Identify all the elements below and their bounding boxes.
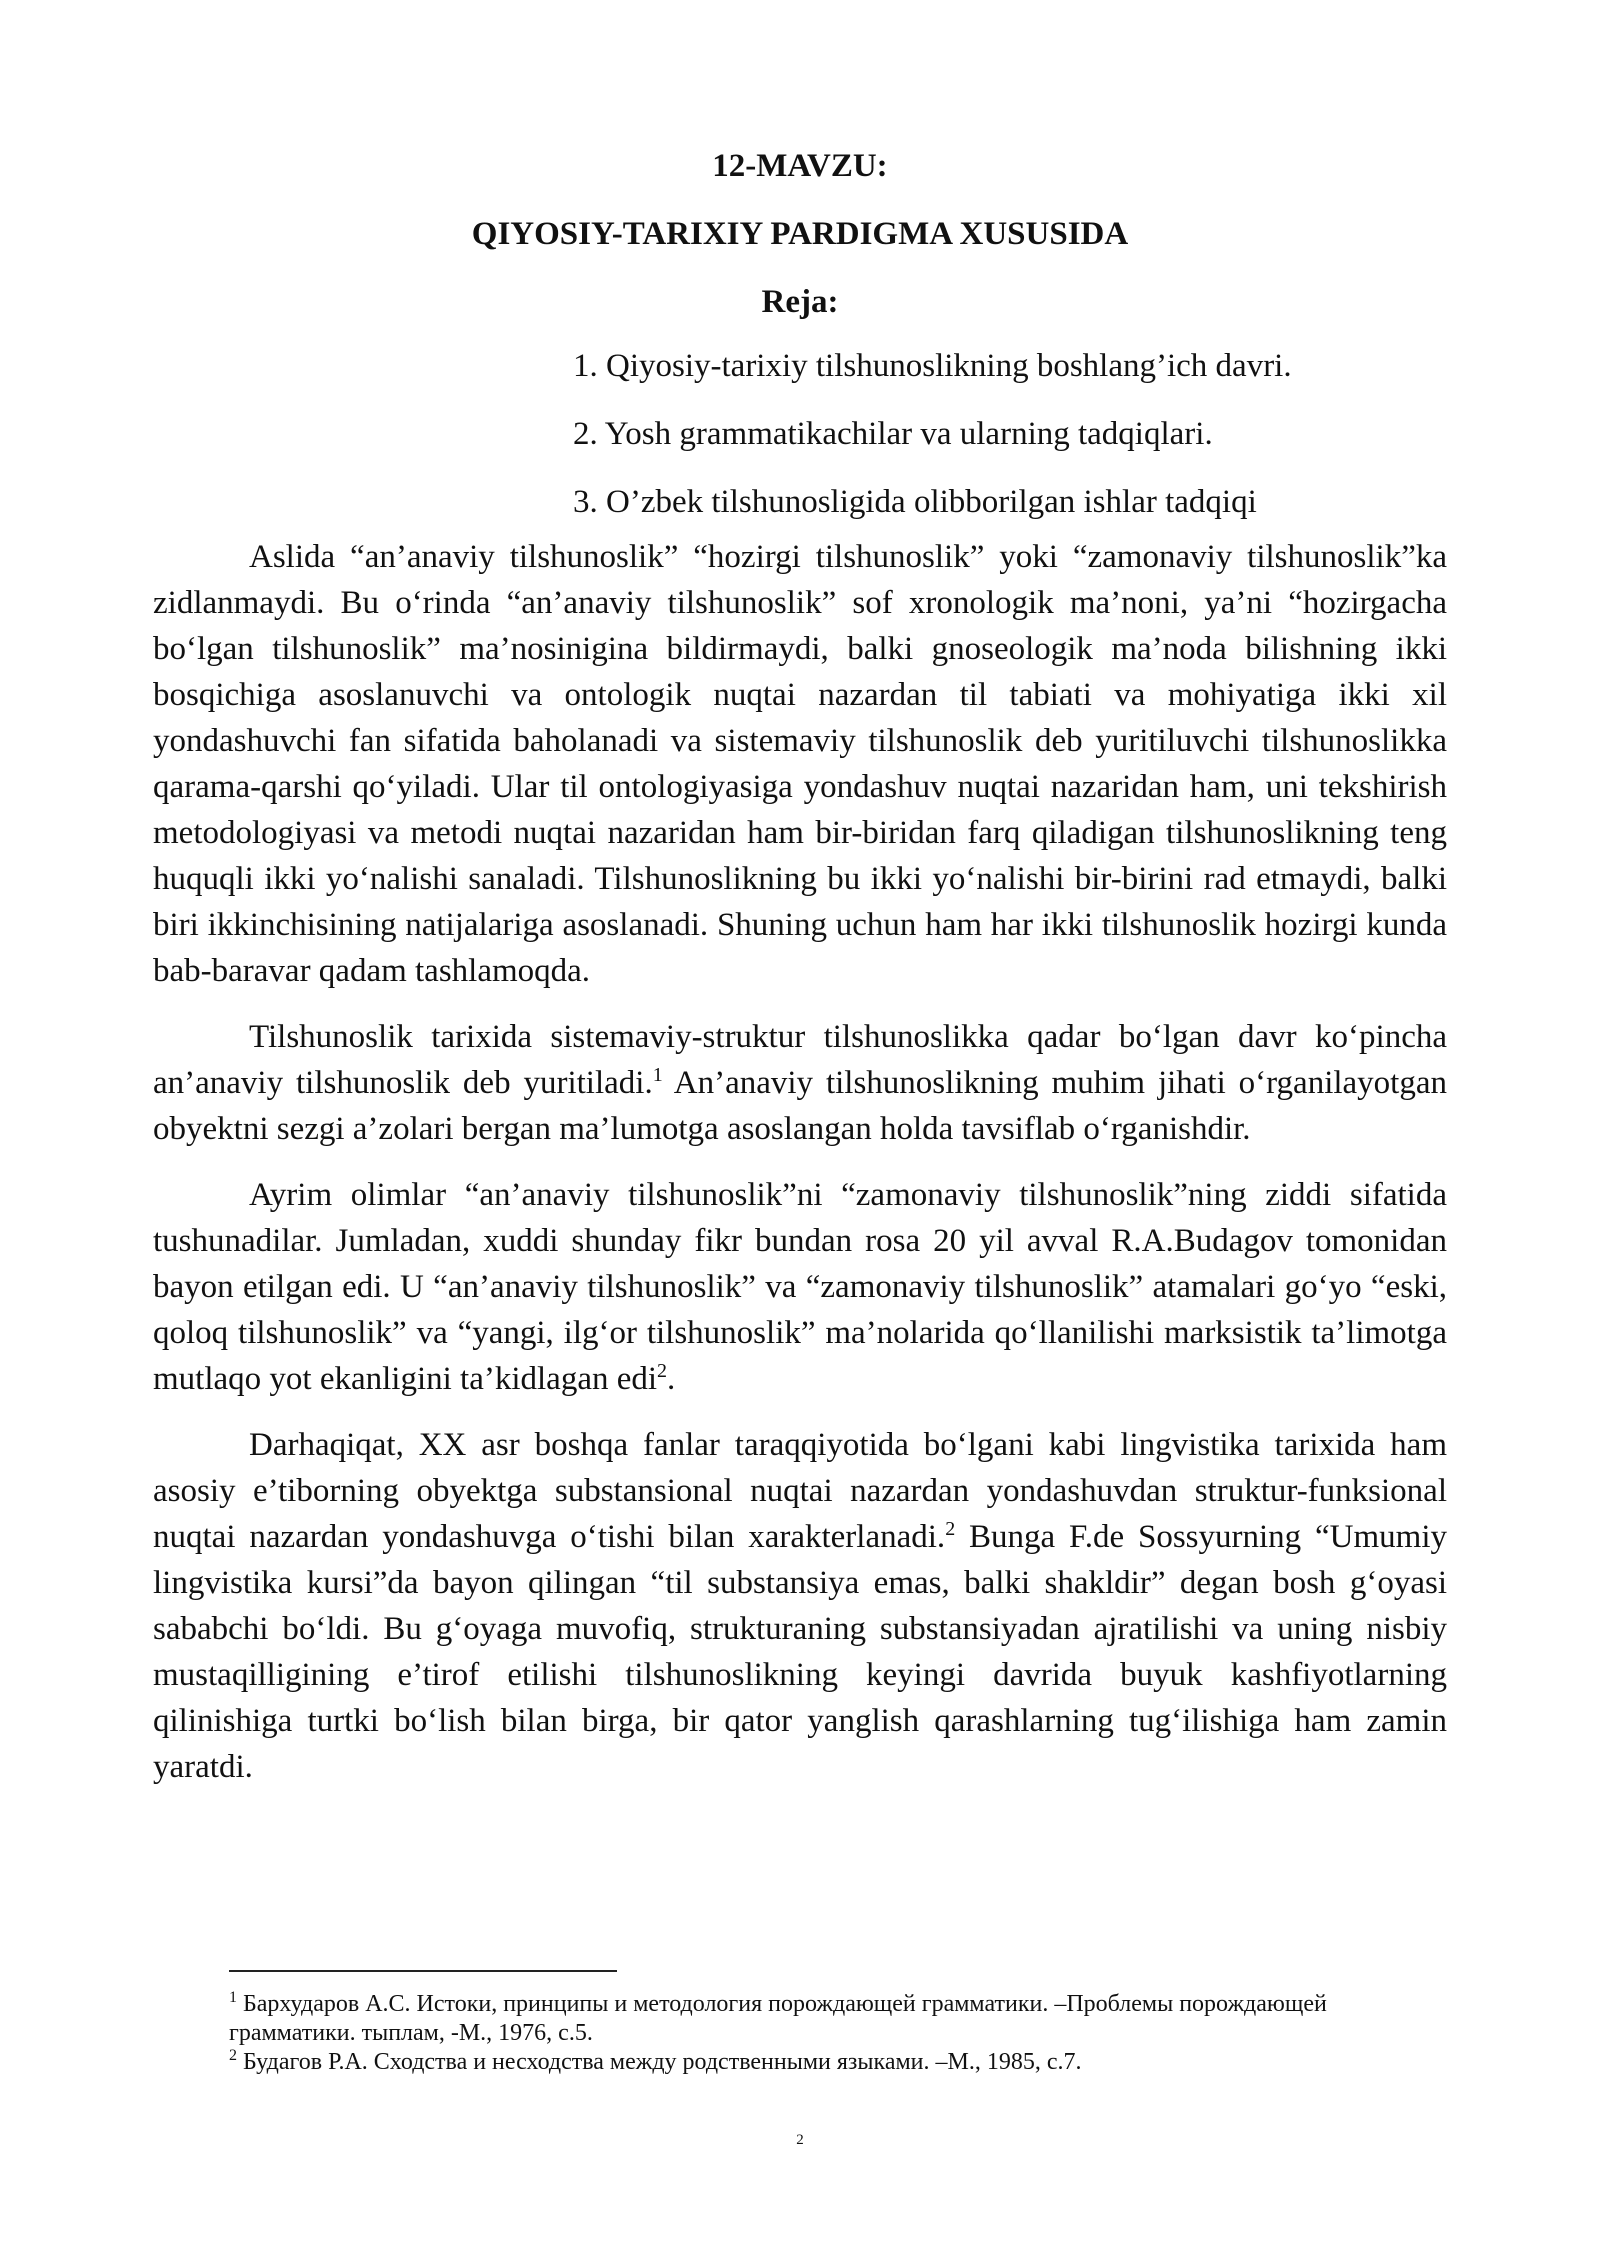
footnotes <box>229 1970 1459 2077</box>
paragraph-3 <box>153 1172 1447 1402</box>
footnote-ref: 2 <box>657 1359 668 1382</box>
paragraph-text: Darhaqiqat, XX asr boshqa fanlar taraqqiyotida bo‘lgani kabi lingvistika tarixida ham asosiy e’tiborning obyektga substansional nuqtai nazardan yondashuvdan struktur-funksional nuqtai nazardan yondashuvga o‘tishi bilan xarakterlanadi. <box>153 1426 1447 1555</box>
paragraph-1: Aslida “an’anaviy tilshunoslik” “hozirgi tilshunoslik” yoki “zamonaviy tilshunoslik”ka zidlanmaydi. Bu o‘rinda “an’anaviy tilshunoslik” sof xronologik ma’noni, ya’ni “hozirgacha bo‘lgan tilshunoslik” ma’nosinigina bildirmaydi, balki gnoseologik ma’noda bilishning ikki bosqichiga asoslanuvchi va ontologik nuqtai nazardan til tabiati va mohiyatiga ikki xil yondashuvchi fan sifatida baholanadi va sistemaviy tilshunoslik deb yuritiluvchi tilshunoslikka qarama-qarshi qo‘yiladi. Ular til ontologiyasiga yondashuv nuqtai nazaridan ham, uni tekshirish metodologiyasi va metodi nuqtai nazaridan ham bir-biridan farq qiladigan tilshunoslikning teng huquqli ikki yo‘nalishi sanaladi. Tilshunoslikning bu ikki yo‘nalishi bir-birini rad etmaydi, balki biri ikkinchisining natijalariga asoslanadi. Shuning uchun ham har ikki tilshunoslik hozirgi kunda bab-baravar qadam tashlamoqda. <box>153 538 1447 989</box>
page-content <box>153 148 1447 1810</box>
footnote-text: Бархударов А.С. Истоки, принципы и методология порождающей грамматики. –Проблемы порождающей грамматики. тыплам, -М., 1976, с.5. <box>229 1991 1327 2046</box>
plan-item: 2. Yosh grammatikachilar va ularning tadqiqlari. <box>573 415 1213 452</box>
paragraph-2 <box>153 1014 1447 1152</box>
paragraph-4 <box>153 1422 1447 1790</box>
footnote-2 <box>229 2048 1459 2077</box>
paragraph-text: Ayrim olimlar “an’anaviy tilshunoslik”ni “zamonaviy tilshunoslik”ning ziddi sifatida tushunadilar. Jumladan, xuddi shunday fikr bundan rosa 20 yil avval R.A.Budagov tomonidan bayon etilgan edi. U “an’anaviy tilshunoslik” va “zamonaviy tilshunoslik” atamalari go‘yo “eski, qoloq tilshunoslik” va “yangi, ilg‘or tilshunoslik” ma’nolarida qo‘llanilishi marksistik ta’limotga mutlaqo yot ekanligini ta’kidlagan edi <box>153 1176 1447 1397</box>
footnote-ref: 2 <box>945 1517 956 1540</box>
paragraph-text: Bunga F.de Sossyurning “Umumiy lingvistika kursi”da bayon qilingan “til substansiya emas, balki shakldir” degan bosh g‘oyasi sababchi bo‘ldi. Bu g‘oyaga muvofiq, strukturaning substansiyadan ajratilishi va uning nisbiy mustaqilligining e’tirof etilishi tilshunoslikning keyingi davrida buyuk kashfiyotlarning qilinishiga turtki bo‘lish bilan birga, bir qator yanglish qarashlarning tug‘ilishiga ham zamin yaratdi. <box>153 1518 1447 1785</box>
paragraph-text: An’anaviy tilshunoslikning muhim jihati o‘rganilayotgan obyektni sezgi a’zolari bergan ma’lumotga asoslangan holda tavsiflab o‘rganishdir. <box>153 1064 1447 1147</box>
footnote-ref: 1 <box>652 1063 663 1086</box>
page-number: 2 <box>796 2132 804 2148</box>
plan-list <box>153 348 1447 522</box>
topic-heading: 12-MAVZU: <box>712 148 888 184</box>
plan-item: 1. Qiyosiy-tarixiy tilshunoslikning boshlang’ich davri. <box>573 347 1292 384</box>
plan-item: 3. O’zbek tilshunosligida olibborilgan ishlar tadqiqi <box>573 483 1257 520</box>
page-title: QIYOSIY-TARIXIY PARDIGMA XUSUSIDA <box>471 215 1129 252</box>
plan-heading: Reja: <box>761 283 839 320</box>
footnote-marker: 2 <box>229 2047 237 2064</box>
paragraph-text: Tilshunoslik tarixida sistemaviy-struktur tilshunoslikka qadar bo‘lgan davr ko‘pincha an’anaviy tilshunoslik deb yuritiladi. <box>153 1018 1447 1101</box>
footnote-marker: 1 <box>229 1989 237 2006</box>
footnote-text: Будагов Р.А. Сходства и несходства между родственными языками. –М., 1985, с.7. <box>237 2049 1082 2075</box>
paragraph-text: . <box>667 1360 676 1397</box>
footnote-separator <box>229 1970 617 1972</box>
footnote-1 <box>229 1990 1459 2048</box>
